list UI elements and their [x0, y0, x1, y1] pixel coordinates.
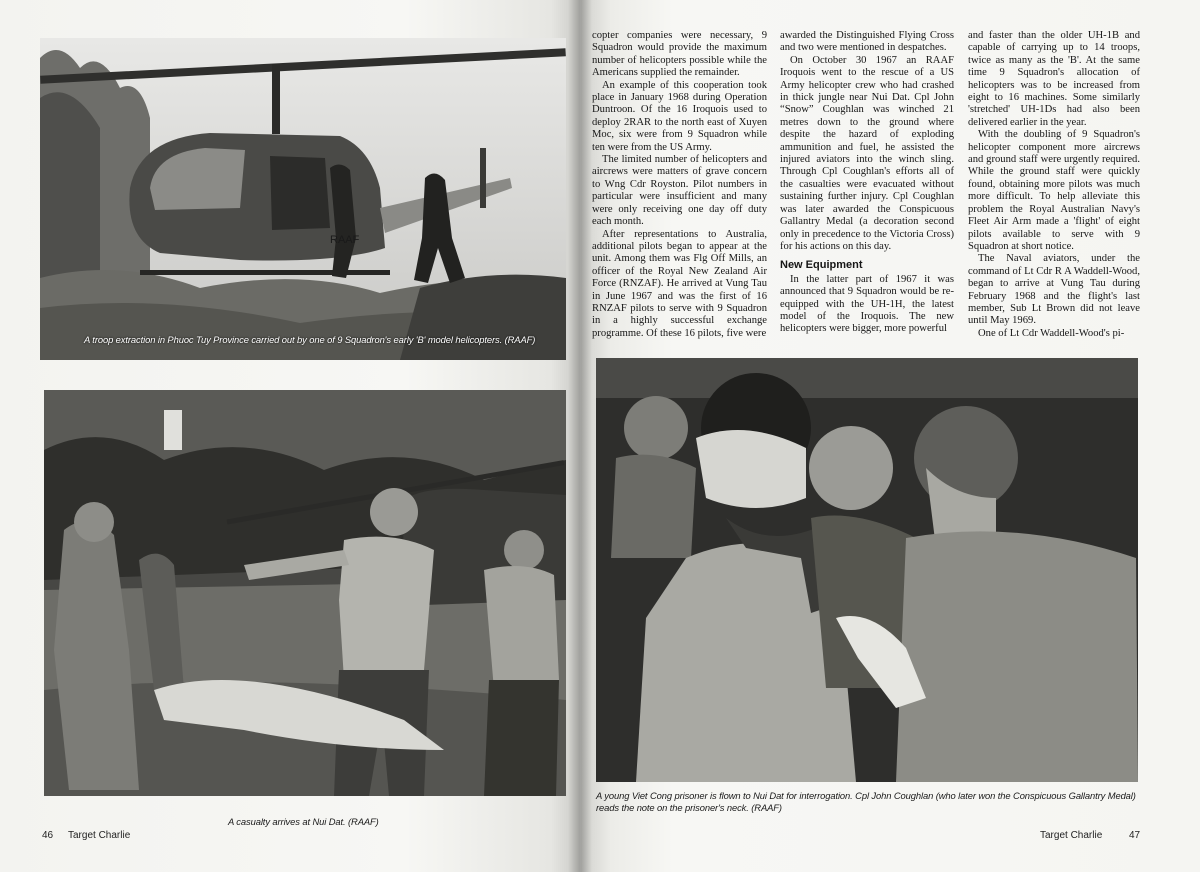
left-page-number: 46 — [42, 830, 54, 841]
paragraph: The limited number of helicopters and aircrews were matters of grave concern to Wng Cdr Royston. Pilot numbers in particular were insufficient and many were only receiving one day off duty each month. — [592, 154, 767, 228]
casualty-photo-illustration — [44, 390, 566, 796]
left-running-title: Target Charlie — [68, 830, 131, 841]
paragraph: In the latter part of 1967 it was announced that 9 Squadron would be re-equipped with the UH-1H, the latest model of the Iroquois. The new helicopters were bigger, more powerful — [780, 273, 954, 335]
helicopter-marking-text: RAAF — [330, 234, 360, 246]
book-gutter — [568, 0, 592, 872]
paragraph: One of Lt Cdr Waddell-Wood's pi- — [978, 327, 1125, 339]
paragraph: The Naval aviators, under the command of Lt Cdr R A Waddell-Wood, began to arrive at Vung Tau during February 1968 and the flight's last member, Sub Lt Brown did not leave until May 1969. — [968, 253, 1140, 327]
photo-top-caption: A troop extraction in Phuoc Tuy Province carried out by one of 9 Squadron's early 'B' model helicopters. (RAAF) — [84, 334, 536, 345]
right-page — [580, 0, 1200, 872]
left-page — [0, 0, 580, 872]
photo-helicopter-extraction — [40, 38, 566, 360]
right-page-number: 47 — [1129, 830, 1141, 841]
paragraph: awarded the Distinguished Flying Cross and two were mentioned in despatches. — [780, 30, 954, 54]
text-column-2 — [780, 30, 954, 336]
paragraph: and faster than the older UH-1B and capable of carrying up to 14 troops, twice as many as the 'B'. At the same time 9 Squadron's allocation of helicopters was to be increased from eight to 16 machines. Some similarly 'stretched' UH-1Ds had also been delivered earlier in the year. — [968, 30, 1140, 128]
paragraph: After representations to Australia, additional pilots began to appear at the unit. Among them was Flg Off Mills, an officer of the Royal New Zealand Air Force (RNZAF). He arrived at Vung Tau in June 1967 and was the first of 16 RNZAF pilots to serve with 9 Squadron in a highly successful exchange programme. Of these 16 pilots, five were — [592, 228, 767, 339]
paragraph: With the doubling of 9 Squadron's helicopter component more aircrews and ground staff were urgently required. While the ground staff were quickly found, obtaining more pilots was much more difficult. To help alleviate this problem the Royal Australian Navy's Fleet Air Arm made a 'flight' of eight pilots available to serve with 9 Squadron at short notice. — [968, 129, 1140, 252]
photo-casualty-arrival — [44, 390, 566, 796]
photo-prisoner — [596, 358, 1138, 782]
photo-prisoner-caption: A young Viet Cong prisoner is flown to Nui Dat for interrogation. Cpl John Coughlan (who later won the Conspicuous Gallantry Medal) reads the note on the prisoner's neck. (RAAF) — [596, 790, 1136, 813]
right-running-title: Target Charlie — [1040, 830, 1103, 841]
photo-bottom-caption: A casualty arrives at Nui Dat. (RAAF) — [228, 816, 379, 827]
prisoner-photo-illustration — [596, 358, 1138, 782]
paragraph: On October 30 1967 an RAAF Iroquois went to the rescue of a US Army helicopter crew who had crashed in thick jungle near Nui Dat. Cpl John “Snow” Coughlan was winched 21 metres down to the ground where despite the hazard of exploding ammunition and fuel, he assisted the injured aviators into the winch sling. Through Cpl Coughlan's efforts all of the casualties were evacuated without sustaining further injury. Cpl Coughlan was later awarded the Conspicuous Gallantry Medal (a decoration second only in precedence to the Victoria Cross) for his actions on this day. — [780, 54, 954, 252]
section-heading: New Equipment — [780, 259, 863, 272]
text-column-3 — [968, 30, 1140, 340]
paragraph: copter companies were necessary, 9 Squadron would provide the maximum number of helicopters possible while the Americans supplied the remainder. — [592, 30, 767, 79]
text-column-1 — [592, 30, 767, 340]
helicopter-photo-illustration — [40, 38, 566, 360]
paragraph: An example of this cooperation took place in January 1968 during Operation Duntroon. Of the 16 Iroquois used to deploy 2RAR to the north east of Xuyen Moc, six were from 9 Squadron while ten were from the US Army. — [592, 79, 767, 153]
